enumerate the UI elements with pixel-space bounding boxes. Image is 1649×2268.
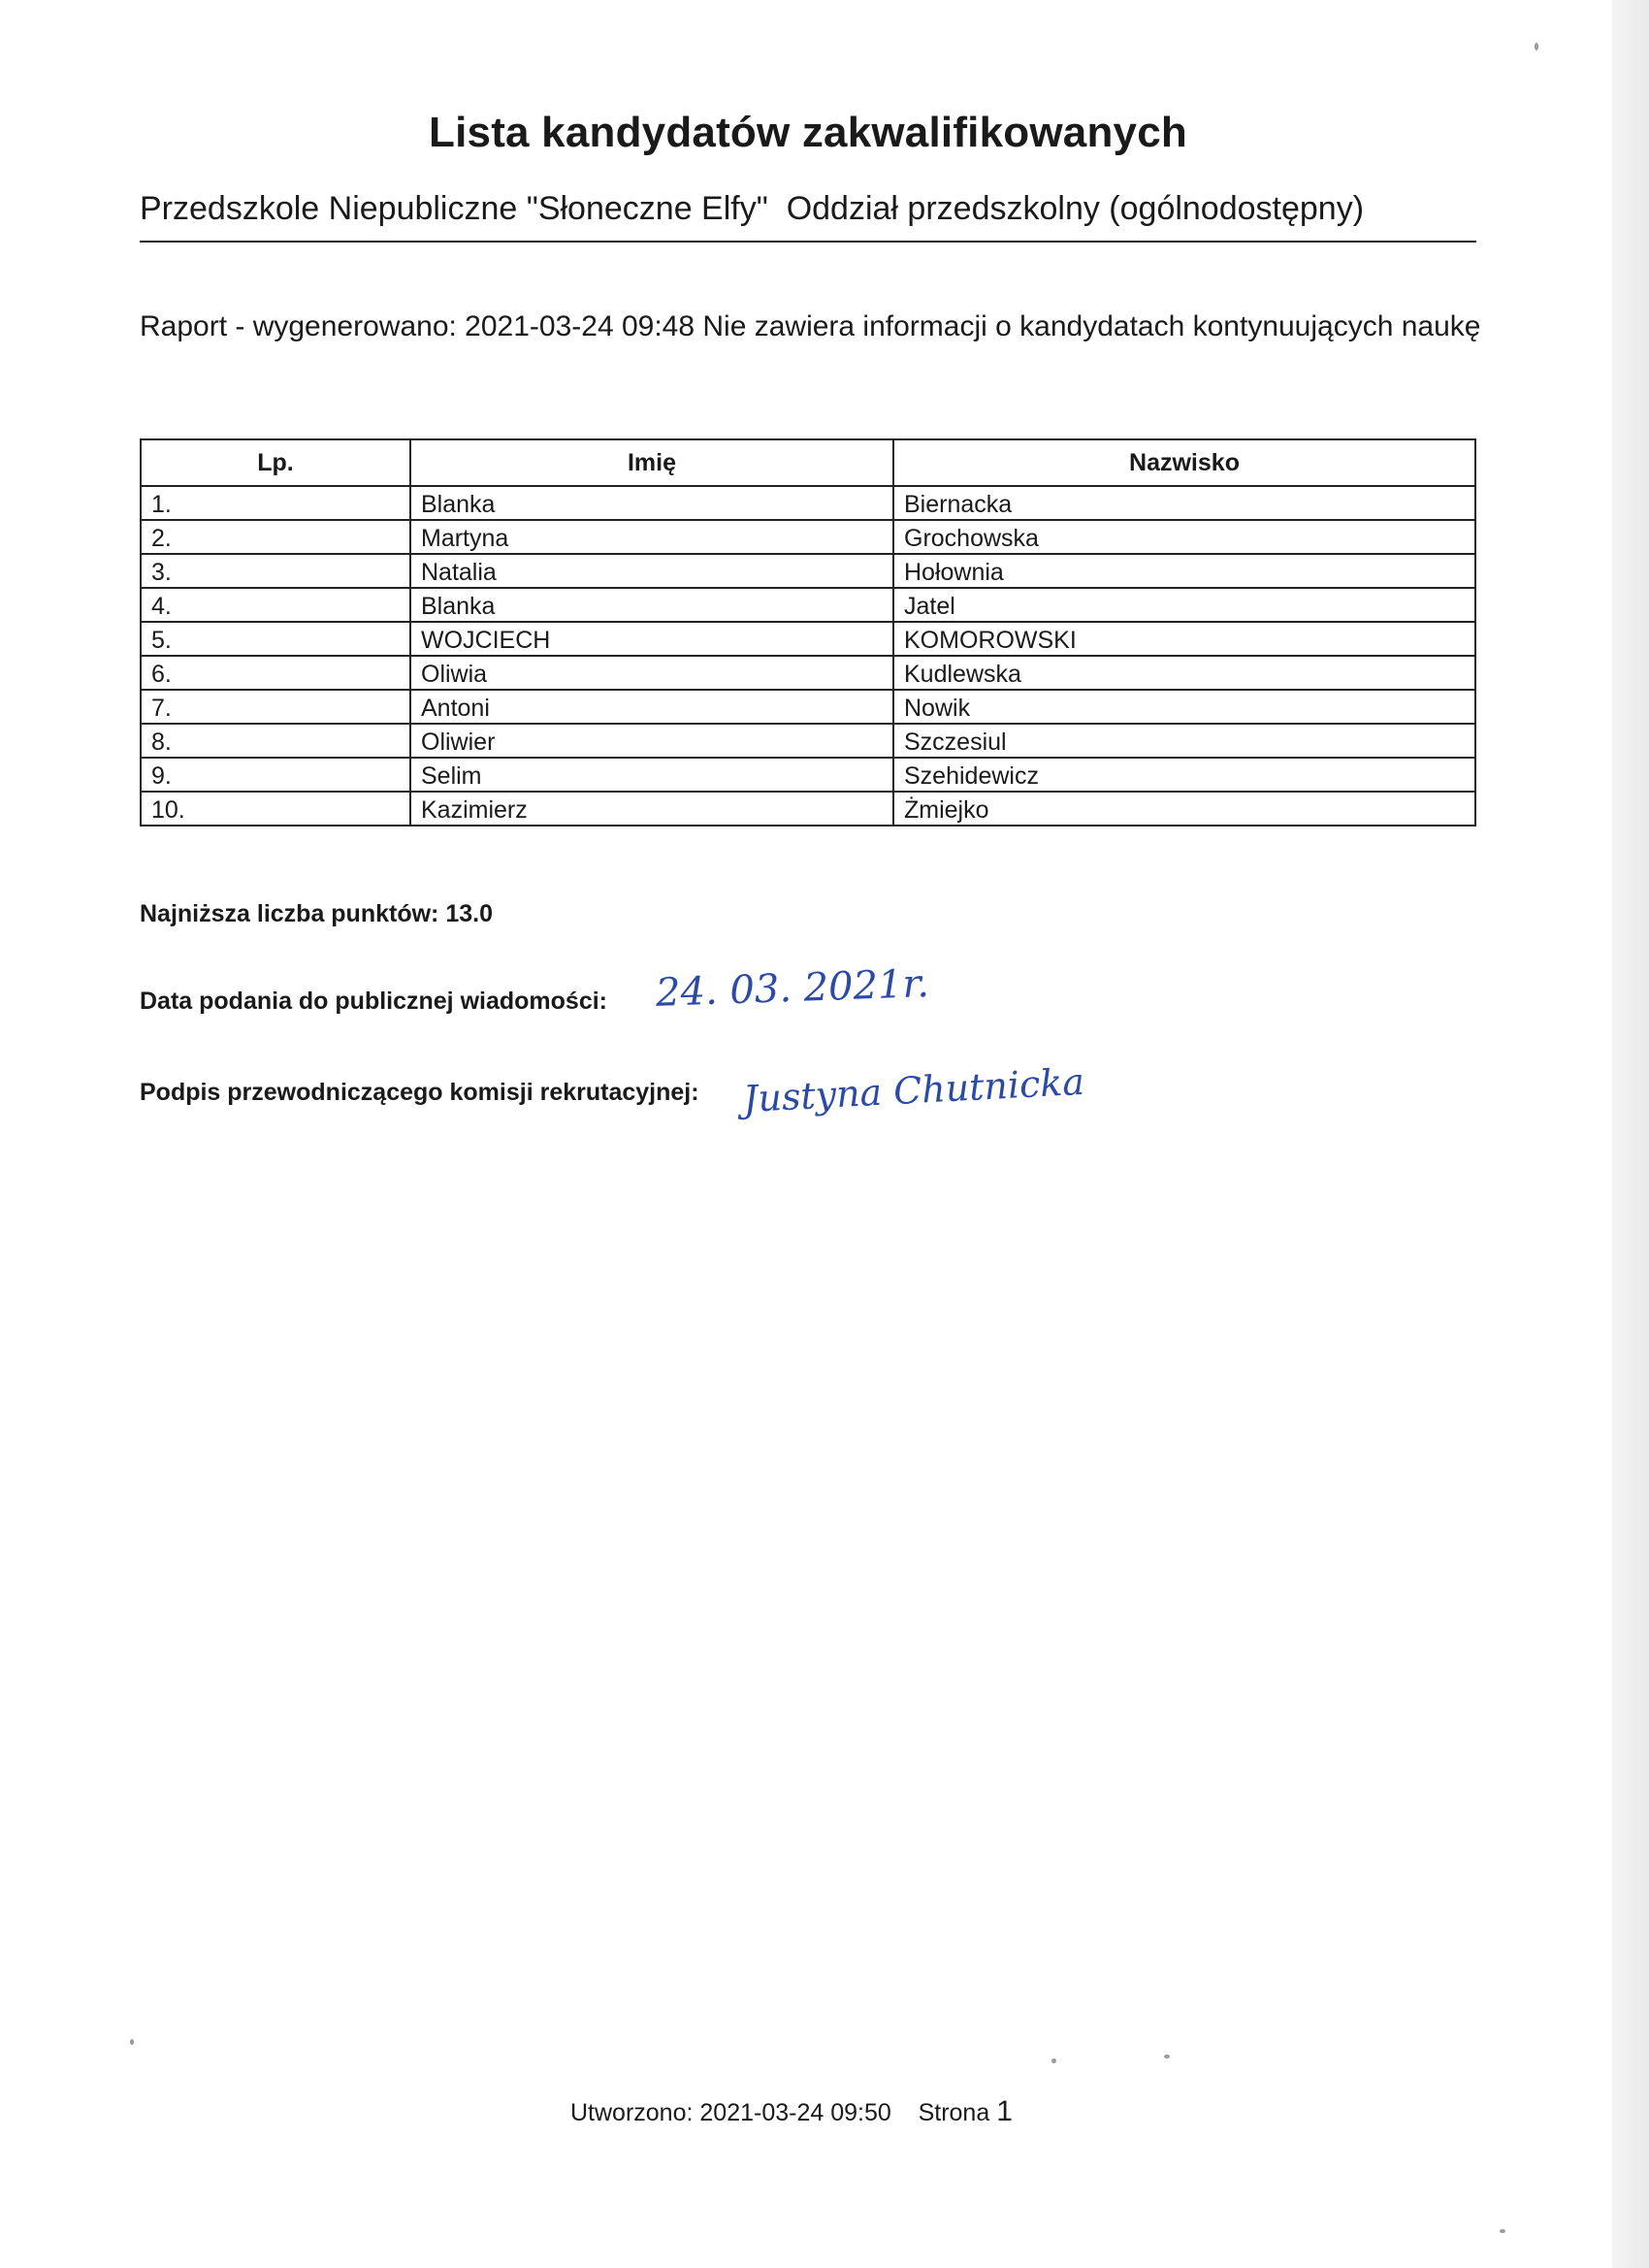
scan-speck: [1535, 43, 1538, 50]
table-header-row: [141, 439, 1475, 486]
header-nazwisko: Nazwisko: [893, 439, 1475, 486]
cell-lp: 2.: [141, 520, 410, 554]
table-row: [141, 622, 1475, 656]
cell-imie: Martyna: [410, 520, 893, 554]
scan-edge-shadow: [1612, 0, 1649, 2268]
page-footer: [570, 2095, 1013, 2128]
cell-nazwisko: Szczesiul: [893, 724, 1475, 758]
cell-nazwisko: Biernacka: [893, 486, 1475, 520]
publication-date-label: Data podania do publicznej wiadomości:: [140, 988, 607, 1015]
table-row: [141, 554, 1475, 588]
header-divider: [140, 241, 1476, 243]
cell-nazwisko: KOMOROWSKI: [893, 622, 1475, 656]
scan-speck: [1500, 2229, 1505, 2233]
cell-lp: 7.: [141, 690, 410, 724]
scan-speck: [130, 2039, 134, 2045]
header-imie: Imię: [410, 439, 893, 486]
table-row: [141, 758, 1475, 792]
cell-lp: 6.: [141, 656, 410, 690]
cell-nazwisko: Żmiejko: [893, 792, 1475, 826]
scan-speck: [1051, 2058, 1056, 2063]
cell-imie: Antoni: [410, 690, 893, 724]
cell-lp: 10.: [141, 792, 410, 826]
cell-imie: Blanka: [410, 588, 893, 622]
scan-speck: [1164, 2055, 1170, 2058]
cell-lp: 5.: [141, 622, 410, 656]
cell-lp: 8.: [141, 724, 410, 758]
cell-imie: Natalia: [410, 554, 893, 588]
table-row: [141, 588, 1475, 622]
cell-nazwisko: Kudlewska: [893, 656, 1475, 690]
min-points: Najniższa liczba punktów: 13.0: [140, 900, 493, 927]
table-row: [141, 792, 1475, 826]
cell-imie: Blanka: [410, 486, 893, 520]
cell-nazwisko: Nowik: [893, 690, 1475, 724]
cell-lp: 4.: [141, 588, 410, 622]
cell-nazwisko: Hołownia: [893, 554, 1475, 588]
table-row: [141, 520, 1475, 554]
cell-lp: 3.: [141, 554, 410, 588]
cell-lp: 9.: [141, 758, 410, 792]
cell-lp: 1.: [141, 486, 410, 520]
cell-imie: Oliwia: [410, 656, 893, 690]
table-row: [141, 724, 1475, 758]
header-lp: Lp.: [141, 439, 410, 486]
page-label: Strona: [918, 2099, 990, 2126]
institution-name: Przedszkole Niepubliczne "Słoneczne Elfy": [140, 190, 768, 227]
cell-imie: Selim: [410, 758, 893, 792]
unit-name: Oddział przedszkolny (ogólnodostępny): [786, 190, 1365, 227]
page-title: Lista kandydatów zakwalifikowanych: [429, 109, 1187, 156]
handwritten-signature: Justyna Chutnicka: [742, 1059, 1085, 1121]
cell-imie: Oliwier: [410, 724, 893, 758]
page-number: 1: [996, 2095, 1013, 2127]
cell-imie: Kazimierz: [410, 792, 893, 826]
candidates-table: [140, 438, 1476, 826]
cell-imie: WOJCIECH: [410, 622, 893, 656]
cell-nazwisko: Szehidewicz: [893, 758, 1475, 792]
table-row: [141, 656, 1475, 690]
handwritten-date: 24. 03. 2021r.: [655, 961, 930, 1016]
created-timestamp: Utworzono: 2021-03-24 09:50: [570, 2099, 891, 2126]
page-subtitle: [140, 190, 1364, 228]
cell-nazwisko: Jatel: [893, 588, 1475, 622]
cell-nazwisko: Grochowska: [893, 520, 1475, 554]
signature-label: Podpis przewodniczącego komisji rekrutacyjnej:: [140, 1079, 699, 1106]
table-row: [141, 690, 1475, 724]
table-row: [141, 486, 1475, 520]
report-info: Raport - wygenerowano: 2021-03-24 09:48 Nie zawiera informacji o kandydatach kontynuujących naukę: [140, 310, 1481, 342]
